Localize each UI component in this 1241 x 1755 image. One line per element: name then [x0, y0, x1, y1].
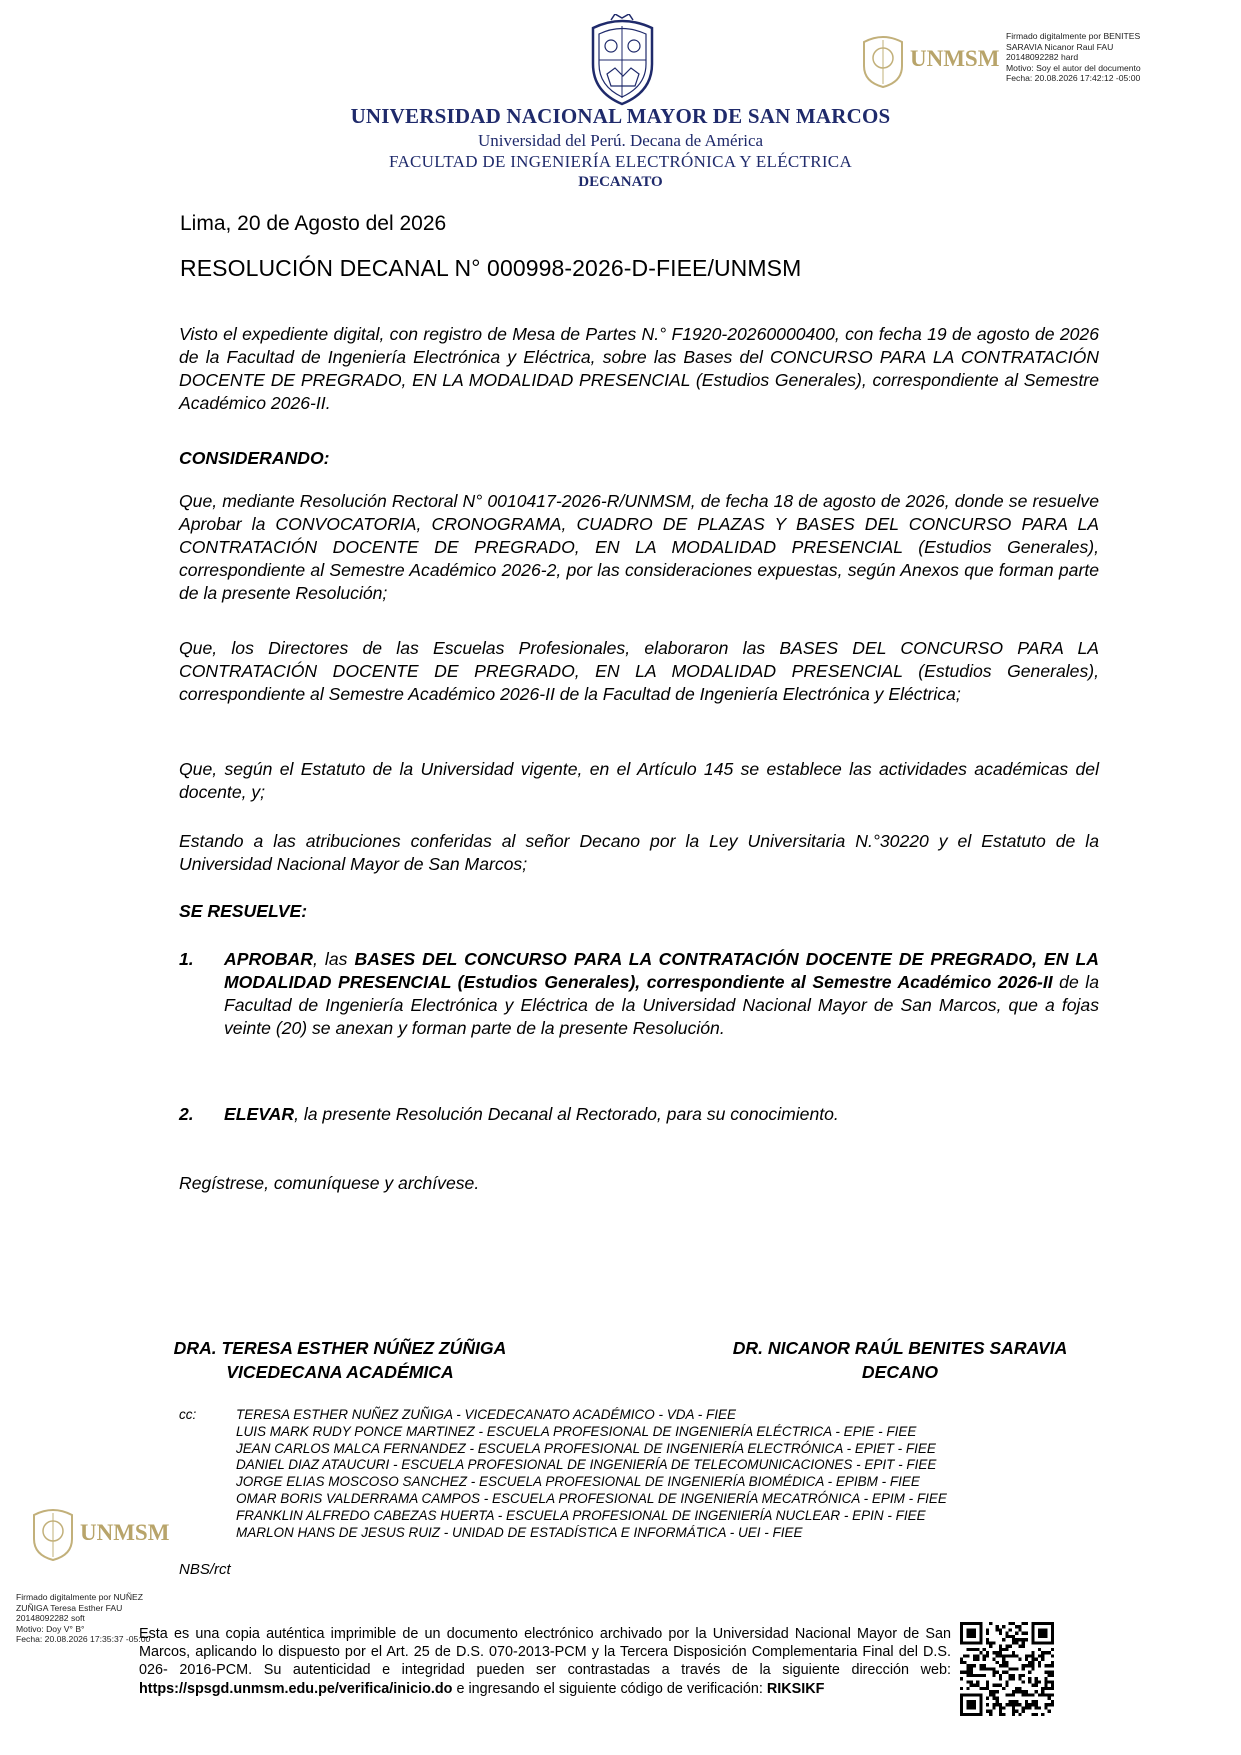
- item-rest: de la Facultad de Ingeniería Electrónica y Eléctrica de la Universidad Nacional Mayor de San Marcos, que a fojas veinte (20) se anexan y forman parte de la presente Resolución.: [224, 972, 1099, 1038]
- cc-item: OMAR BORIS VALDERRAMA CAMPOS - ESCUELA PROFESIONAL DE INGENIERÍA MECATRÓNICA - EPIM - FIEE: [236, 1490, 947, 1506]
- resolution-title: RESOLUCIÓN DECANAL N° 000998-2026-D-FIEE/UNMSM: [180, 255, 802, 281]
- item-connector: , las: [312, 949, 355, 969]
- cc-item: JEAN CARLOS MALCA FERNANDEZ - ESCUELA PROFESIONAL DE INGENIERÍA ELECTRÓNICA - EPIET - FIEE: [236, 1440, 936, 1456]
- verification-url[interactable]: https://spsgd.unmsm.edu.pe/verifica/inicio.do: [139, 1680, 453, 1697]
- signature-line: Firmado digitalmente por NUÑEZ: [16, 1592, 144, 1602]
- notice-text: e ingresando el siguiente código de verificación:: [452, 1680, 767, 1697]
- verification-code: RIKSIKF: [766, 1680, 825, 1697]
- considerando-paragraph: Estando a las atribuciones conferidas al señor Decano por la Ley Universitaria N.°30220 y el Estatuto de la Universidad Nacional Mayor de San Marcos;: [179, 831, 1099, 874]
- signatory-name: DR. NICANOR RAÚL BENITES SARAVIA: [732, 1338, 1068, 1358]
- cc-item: LUIS MARK RUDY PONCE MARTINEZ - ESCUELA PROFESIONAL DE INGENIERÍA ELÉCTRICA - EPIE - FIEE: [236, 1423, 917, 1439]
- resolution-item: [179, 1103, 1099, 1126]
- unmsm-seal-icon: [28, 1505, 78, 1561]
- unmsm-brand-text: UNMSM: [910, 46, 1000, 71]
- considerando-paragraph: Que, mediante Resolución Rectoral N° 0010417-2026-R/UNMSM, de fecha 18 de agosto de 2026, donde se resuelve Aprobar la CONVOCATORIA, CRONOGRAMA, CUADRO DE PLAZAS Y BASES DEL CONCURSO PARA LA CONTRATACIÓN DOCENTE DE PREGRADO, EN LA MODALIDAD PRESENCIAL (Estudios Generales), correspondiente al Semestre Académico 2026-2, por las consideraciones expuestas, según Anexos que forman parte de la presente Resolución;: [179, 491, 1099, 603]
- closing-line: Regístrese, comuníquese y archívese.: [179, 1173, 480, 1193]
- cc-item: FRANKLIN ALFREDO CABEZAS HUERTA - ESCUELA PROFESIONAL DE INGENIERÍA NUCLEAR - EPIN - FIEE: [236, 1507, 926, 1523]
- authenticity-notice: [139, 1625, 951, 1698]
- signatory-right: [690, 1336, 1110, 1384]
- initials: NBS/rct: [179, 1561, 231, 1578]
- item-verb: ELEVAR: [224, 1104, 295, 1124]
- signatory-role: DECANO: [861, 1362, 939, 1382]
- signatory-left: [160, 1336, 520, 1384]
- cc-label: cc:: [179, 1407, 197, 1422]
- item-text: [224, 1103, 1099, 1126]
- signature-line: 20148092282 soft: [16, 1613, 85, 1623]
- unmsm-seal-icon: [858, 32, 908, 88]
- notice-text: Esta es una copia auténtica imprimible de un documento electrónico archivado por la Universidad Nacional Mayor de San Marcos, aplicando lo dispuesto por el Art. 25 de D.S. 070-2013-PCM y la Tercera Disposición Complementaria Final del D.S. 026- 2016-PCM. Su autenticidad e integridad pueden ser contrastadas a través de la siguiente dirección web:: [139, 1626, 951, 1679]
- digital-signature-info: [1006, 31, 1206, 84]
- considerando-heading: CONSIDERANDO:: [179, 448, 330, 468]
- considerando-paragraph: Que, los Directores de las Escuelas Profesionales, elaboraron las BASES DEL CONCURSO PARA LA CONTRATACIÓN DOCENTE DE PREGRADO, EN LA MODALIDAD PRESENCIAL (Estudios Generales), correspondiente al Semestre Académico 2026-II de la Facultad de Ingeniería Electrónica y Eléctrica;: [179, 638, 1099, 704]
- university-crest-icon: [585, 14, 660, 106]
- item-rest: , la presente Resolución Decanal al Rectorado, para su conocimiento.: [294, 1104, 839, 1124]
- cc-item: DANIEL DIAZ ATAUCURI - ESCUELA PROFESIONAL DE INGENIERÍA DE TELECOMUNICACIONES - EPIT - FIEE: [236, 1457, 937, 1473]
- considerando-paragraph: Que, según el Estatuto de la Universidad vigente, en el Artículo 145 se establece las actividades académicas del docente, y;: [179, 759, 1099, 802]
- university-subtitle: Universidad del Perú. Decana de América: [477, 131, 764, 150]
- cc-item: TERESA ESTHER NUÑEZ ZUÑIGA - VICEDECANATO ACADÉMICO - VDA - FIEE: [236, 1407, 737, 1422]
- item-verb: APROBAR: [224, 949, 313, 969]
- signature-line: SARAVIA Nicanor Raul FAU: [1006, 41, 1114, 52]
- signature-line: Fecha: 20.08.2026 17:35:37 -05:00: [16, 1634, 151, 1644]
- place-date: Lima, 20 de Agosto del 2026: [180, 212, 447, 235]
- cc-item: MARLON HANS DE JESUS RUIZ - UNIDAD DE ESTADÍSTICA E INFORMÁTICA - UEI - FIEE: [236, 1524, 803, 1540]
- cc-item: JORGE ELIAS MOSCOSO SANCHEZ - ESCUELA PROFESIONAL DE INGENIERÍA BIOMÉDICA - EPIBM - FIEE: [236, 1474, 920, 1490]
- visto-paragraph: Visto el expediente digital, con registro de Mesa de Partes N.° F1920-20260000400, con fecha 19 de agosto de 2026 de la Facultad de Ingeniería Electrónica y Eléctrica, sobre las Bases del CONCURSO PARA LA CONTRATACIÓN DOCENTE DE PREGRADO, EN LA MODALIDAD PRESENCIAL (Estudios Generales), correspondiente al Semestre Académico 2026-II.: [179, 324, 1099, 413]
- resuelve-heading: SE RESUELVE:: [179, 901, 308, 921]
- resolution-item: [179, 948, 1099, 1040]
- signature-line: Firmado digitalmente por BENITES: [1006, 31, 1141, 41]
- signature-line: Motivo: Soy el autor del documento: [1006, 62, 1141, 73]
- faculty-name: FACULTAD DE INGENIERÍA ELECTRÓNICA Y ELÉCTRICA: [388, 152, 853, 171]
- signature-line: Fecha: 20.08.2026 17:42:12 -05:00: [1006, 73, 1141, 83]
- unmsm-brand-text: UNMSM: [80, 1520, 170, 1545]
- item-text: [224, 948, 1099, 1040]
- qr-code-icon: [960, 1622, 1054, 1716]
- university-name: UNIVERSIDAD NACIONAL MAYOR DE SAN MARCOS: [350, 104, 891, 128]
- item-bold-text: BASES DEL CONCURSO PARA LA CONTRATACIÓN DOCENTE DE PREGRADO, EN LA MODALIDAD PRESENCIAL (Estudios Generales), correspondiente al Semestre Académico 2026-II: [224, 949, 1099, 992]
- signatory-role: VICEDECANA ACADÉMICA: [226, 1362, 454, 1382]
- item-number: 2.: [179, 1104, 194, 1124]
- signature-line: 20148092282 hard: [1006, 52, 1079, 62]
- signature-line: Motivo: Doy V° B°: [16, 1623, 85, 1634]
- signatory-name: DRA. TERESA ESTHER NÚÑEZ ZÚÑIGA: [173, 1338, 507, 1358]
- office-name: DECANATO: [578, 174, 663, 190]
- signature-line: ZUÑIGA Teresa Esther FAU: [16, 1602, 123, 1613]
- item-number: 1.: [179, 949, 194, 969]
- cc-list: [236, 1407, 947, 1541]
